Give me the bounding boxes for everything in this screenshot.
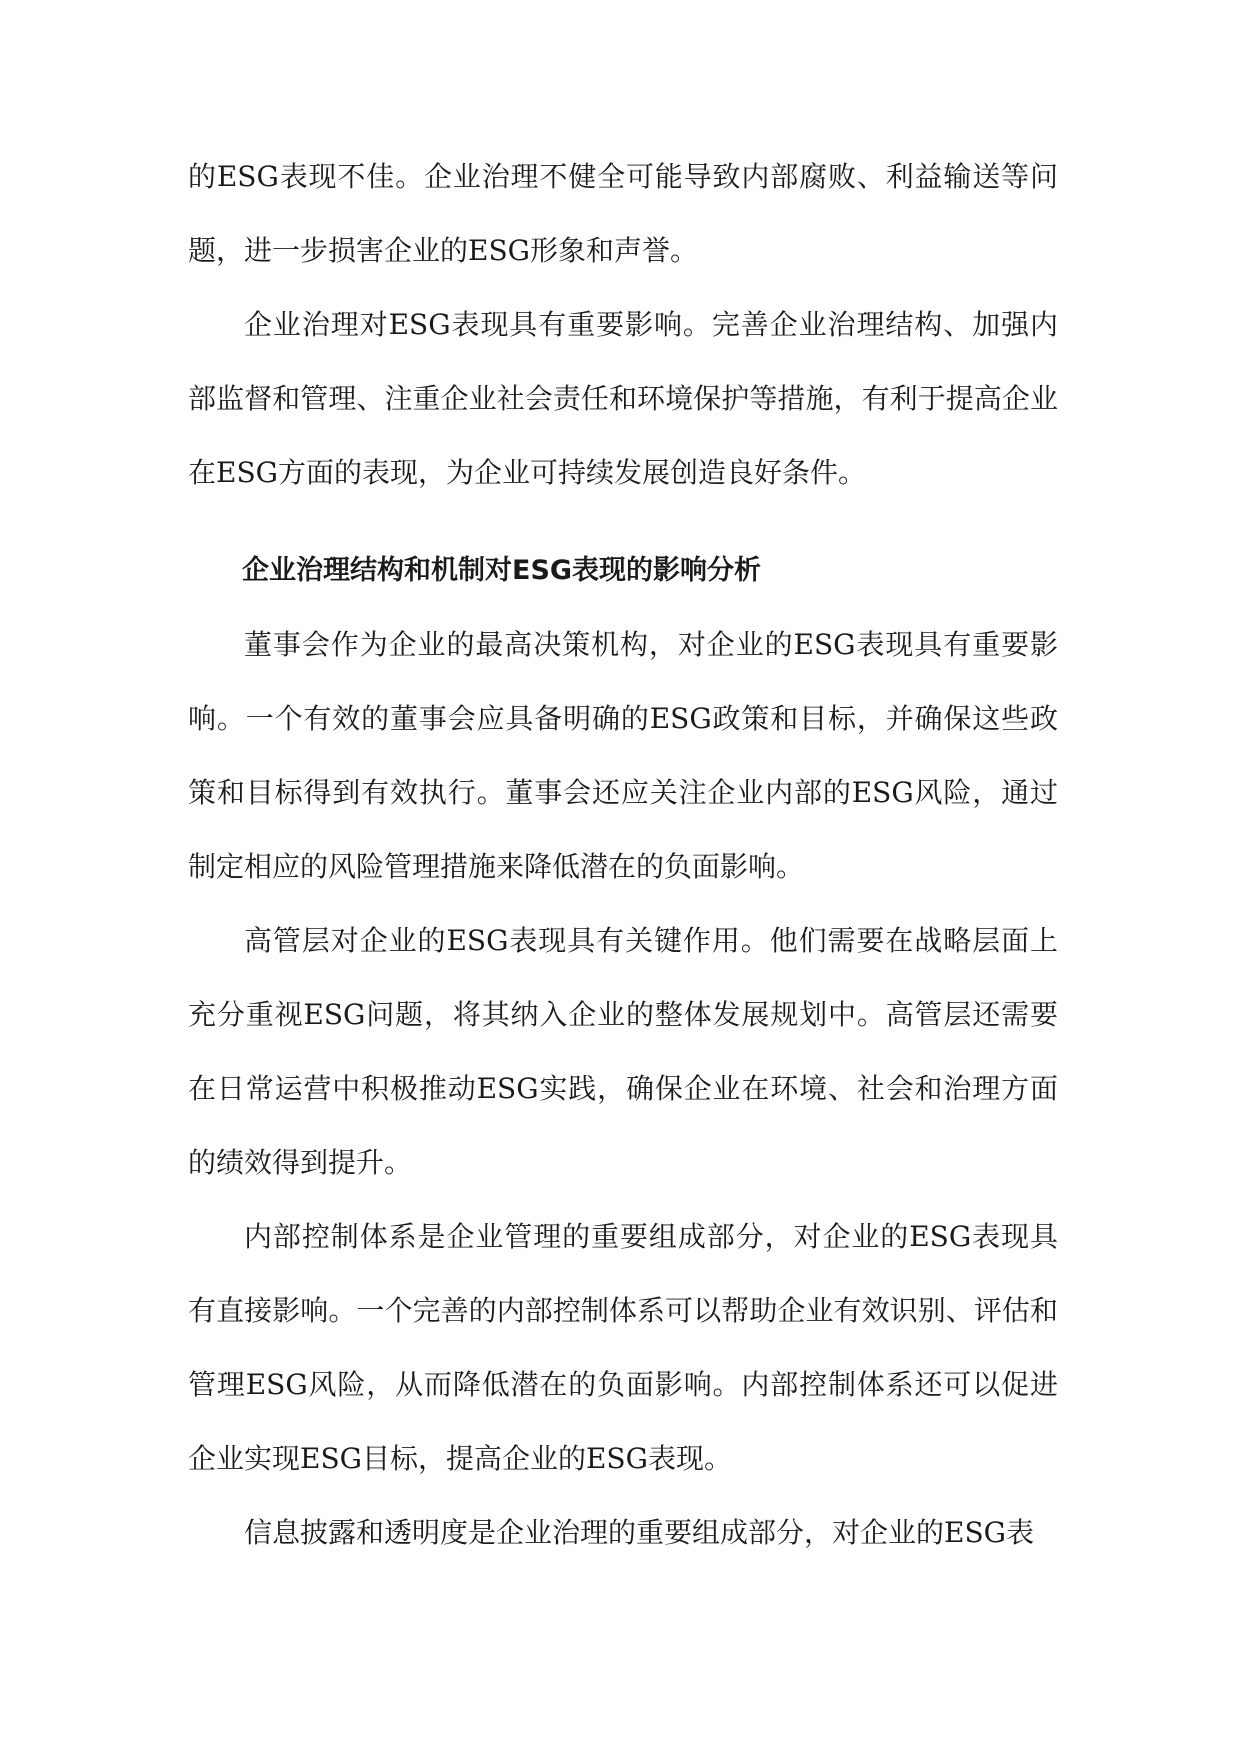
section-heading: 企业治理结构和机制对ESG表现的影响分析 [242,555,762,586]
document-body [188,140,1058,1570]
paragraph-disclosure: 信息披露和透明度是企业治理的重要组成部分，对企业的ESG表 [244,1516,1034,1549]
paragraph-continuation: 的ESG表现不佳。企业治理不健全可能导致内部腐败、利益输送等问题，进一步损害企业的ESG形象和声誉。 [188,160,1058,267]
paragraph-summary: 企业治理对ESG表现具有重要影响。完善企业治理结构、加强内部监督和管理、注重企业社会责任和环境保护等措施，有利于提高企业在ESG方面的表现，为企业可持续发展创造良好条件。 [188,308,1058,489]
paragraph-internal-control: 内部控制体系是企业管理的重要组成部分，对企业的ESG表现具有直接影响。一个完善的内部控制体系可以帮助企业有效识别、评估和管理ESG风险，从而降低潜在的负面影响。内部控制体系还可以促进企业实现ESG目标，提高企业的ESG表现。 [188,1220,1058,1475]
paragraph-board: 董事会作为企业的最高决策机构，对企业的ESG表现具有重要影响。一个有效的董事会应具备明确的ESG政策和目标，并确保这些政策和目标得到有效执行。董事会还应关注企业内部的ESG风险，通过制定相应的风险管理措施来降低潜在的负面影响。 [188,628,1058,883]
paragraph-executives: 高管层对企业的ESG表现具有关键作用。他们需要在战略层面上充分重视ESG问题，将其纳入企业的整体发展规划中。高管层还需要在日常运营中积极推动ESG实践，确保企业在环境、社会和治理方面的绩效得到提升。 [188,924,1058,1179]
